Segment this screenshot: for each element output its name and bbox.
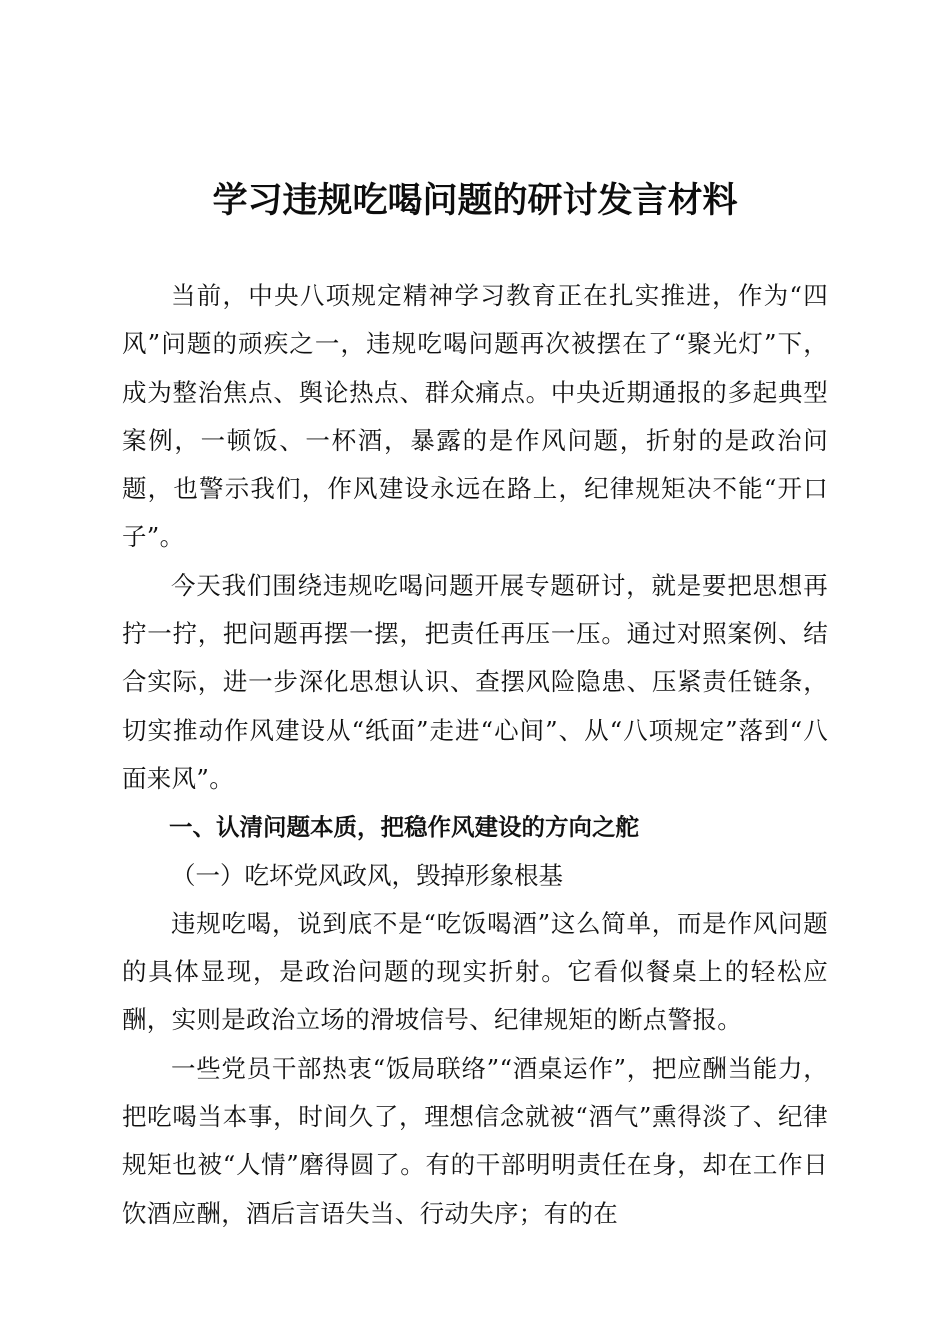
paragraph-essence: 违规吃喝，说到底不是“吃饭喝酒”这么简单，而是作风问题的具体显现，是政治问题的现实折射。它看似餐桌上的轻松应酬，实则是政治立场的滑坡信号、纪律规矩的断点警报。 [122, 908, 828, 1035]
paragraph-purpose: 今天我们围绕违规吃喝问题开展专题研讨，就是要把思想再拧一拧，把问题再摆一摆，把责任再压一压。通过对照案例、结合实际，进一步深化思想认识、查摆风险隐患、压紧责任链条，切实推动作风建设从“纸面”走进“心间”、从“八项规定”落到“八面来风”。 [122, 570, 828, 793]
subsection-heading: （一）吃坏党风政风，毁掉形象根基 [171, 860, 563, 890]
paragraph-intro: 当前，中央八项规定精神学习教育正在扎实推进，作为“四风”问题的顽疾之一，违规吃喝问题再次被摆在了“聚光灯”下，成为整治焦点、舆论热点、群众痛点。中央近期通报的多起典型案例，一顿饭、一杯酒，暴露的是作风问题，折射的是政治问题，也警示我们，作风建设永远在路上，纪律规矩决不能“开口子”。 [122, 281, 829, 552]
section-heading: 一、认清问题本质，把稳作风建设的方向之舵 [169, 813, 639, 842]
paragraph-examples: 一些党员干部热衷“饭局联络”“酒桌运作”，把应酬当能力，把吃喝当本事，时间久了，理想信念就被“酒气”熏得淡了、纪律规矩也被“人情”磨得圆了。有的干部明明责任在身，却在工作日饮酒应酬，酒后言语失当、行动失序；有的在 [122, 1053, 828, 1228]
document-body [122, 272, 828, 1238]
document-title: 学习违规吃喝问题的研讨发言材料 [212, 180, 738, 221]
